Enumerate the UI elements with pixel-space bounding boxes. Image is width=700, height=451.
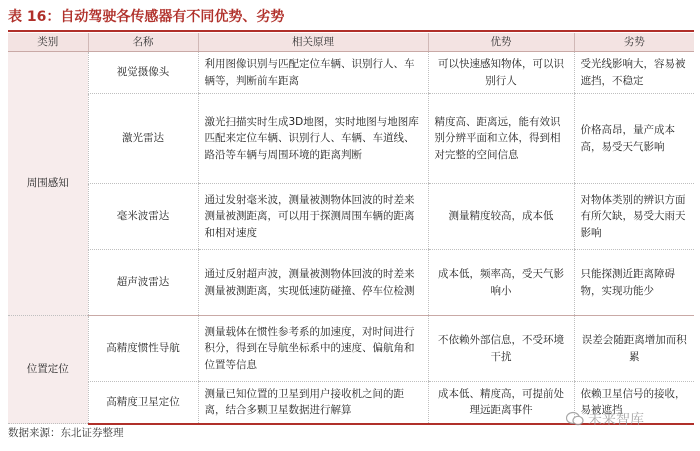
sensor-comparison-table [8,33,694,425]
header-principle: 相关原理 [198,33,428,52]
sensor-name: 毫米波雷达 [88,184,198,250]
sensor-principle: 测量载体在惯性参考系的加速度，对时间进行积分，得到在导航坐标系中的速度、偏航角和位置等信息 [198,316,428,382]
chat-bubble-icon [566,411,584,427]
sensor-cons: 价格高昂，量产成本高，易受天气影响 [574,94,694,184]
table-title: 表 16：自动驾驶各传感器有不同优势、劣势 [8,9,285,25]
sensor-cons: 对物体类别的辨识方面有所欠缺，易受大雨天影响 [574,184,694,250]
sensor-pros: 精度高、距离远，能有效识别分辨平面和立体，得到相对完整的空间信息 [428,94,574,184]
sensor-principle: 测量已知位置的卫星到用户接收机之间的距离，结合多颗卫星数据进行解算 [198,382,428,424]
category-cell: 位置定位 [8,316,88,424]
sensor-name: 超声波雷达 [88,250,198,316]
sensor-cons: 依赖卫星信号的接收，易被遮挡 [574,382,694,424]
sensor-pros: 测量精度较高，成本低 [428,184,574,250]
sensor-name: 高精度卫星定位 [88,382,198,424]
sensor-pros: 可以快速感知物体，可以识别行人 [428,52,574,94]
table-row [8,94,694,184]
sensor-principle: 通过发射毫米波，测量被测物体回波的时差来测量被测距离，可以用于探测周围车辆的距离和相对速度 [198,184,428,250]
header-category: 类别 [8,33,88,52]
watermark-text: 未来智库 [588,412,644,428]
watermark [566,408,644,430]
header-cons: 劣势 [574,33,694,52]
table-row [8,184,694,250]
table-row [8,250,694,316]
source-note: 数据来源：东北证券整理 [8,427,124,439]
sensor-name: 高精度惯性导航 [88,316,198,382]
header-name: 名称 [88,33,198,52]
sensor-name: 激光雷达 [88,94,198,184]
sensor-principle: 激光扫描实时生成3D地图，实时地图与地图库匹配来定位车辆、识别行人、车辆、车道线、路沿等车辆与周围环境的距离判断 [198,94,428,184]
sensor-principle: 利用图像识别与匹配定位车辆、识别行人、车辆等，判断前车距离 [198,52,428,94]
sensor-pros: 成本低、精度高，可提前处理远距离事件 [428,382,574,424]
sensor-pros: 不依赖外部信息，不受环境干扰 [428,316,574,382]
category-cell: 周围感知 [8,52,88,316]
sensor-principle: 通过反射超声波，测量被测物体回波的时差来测量被测距离，实现低速防碰撞、停车位检测 [198,250,428,316]
sensor-name: 视觉摄像头 [88,52,198,94]
sensor-cons: 误差会随距离增加而积累 [574,316,694,382]
table-row [8,52,694,94]
sensor-cons: 受光线影响大，容易被遮挡，不稳定 [574,52,694,94]
header-pros: 优势 [428,33,574,52]
sensor-cons: 只能探测近距离障碍物，实现功能少 [574,250,694,316]
sensor-pros: 成本低，频率高，受天气影响小 [428,250,574,316]
header-row [8,33,694,52]
title-rule [8,30,694,32]
table-row [8,316,694,382]
